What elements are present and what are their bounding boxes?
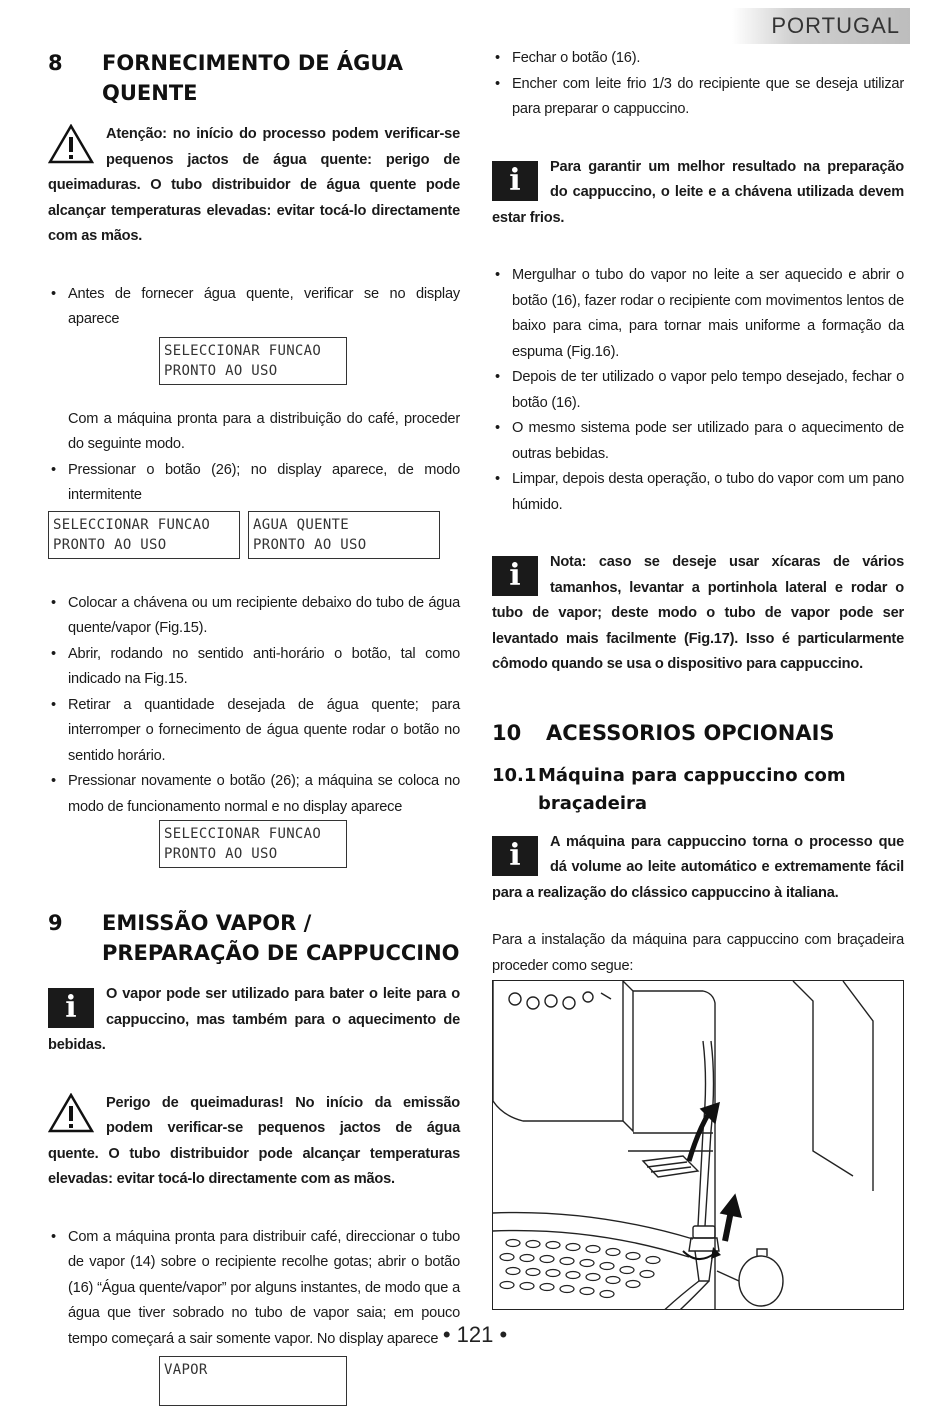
- note-text: Nota: caso se deseje usar xícaras de vários tamanhos, levantar a portinhola lateral e rodar o tubo de vapor; deste modo o tubo de vapor pode ser levantado mais facilmente (Fig.17). Isso é particularmente cômodo quando se usa o dispositivo para cappuccino.: [492, 554, 904, 672]
- subsection-number: 10.1: [492, 764, 537, 786]
- section-title: FORNECIMENTO DE ÁGUA QUENTE: [102, 51, 404, 105]
- display-line: PRONTO AO USO: [253, 536, 367, 553]
- section-8-heading: [48, 48, 460, 108]
- info-text: Para garantir um melhor resultado na preparação do cappuccino, o leite e a chávena utilizada devem estar frios.: [492, 158, 904, 226]
- section-title: ACESSORIOS OPCIONAIS: [546, 720, 835, 745]
- warning-text: Atenção: no início do processo podem verificar-se pequenos jactos de água quente: perigo de queimaduras. O tubo distribuidor de água quente pode alcançar temperaturas elevadas: evitar tocá-lo directamente com as mãos.: [48, 126, 460, 244]
- subsection-heading: [492, 762, 904, 818]
- info-text: A máquina para cappuccino torna o processo que dá volume ao leite automático e extremamente fácil para a realização do clássico cappuccino à italiana.: [492, 833, 904, 901]
- info-note: [48, 982, 460, 1059]
- subsection-title: Máquina para cappuccino com braçadeira: [538, 764, 846, 814]
- section-title: EMISSÃO VAPOR / PREPARAÇÃO DE CAPPUCCINO: [102, 911, 460, 965]
- info-note: [492, 155, 904, 232]
- section-number: 10: [492, 720, 522, 745]
- list-item: • Retirar a quantidade desejada de água quente; para interromper o fornecimento de água quente rodar o botão no sentido horário.: [48, 693, 460, 770]
- display-panel: [159, 337, 347, 385]
- display-panel: [48, 511, 240, 559]
- bullet-list: [48, 282, 460, 333]
- steam-tube-illustration: [492, 980, 904, 1310]
- info-icon: i: [492, 836, 538, 876]
- warning-triangle-icon: [48, 124, 94, 164]
- warning-note: [48, 122, 460, 250]
- right-column: [492, 46, 904, 1056]
- section-number: 8: [48, 51, 63, 75]
- machine-drawing: [493, 981, 903, 1309]
- warning-triangle-icon: [48, 1093, 94, 1133]
- display-line: SELECCIONAR FUNCAO: [164, 342, 322, 359]
- info-icon: i: [492, 556, 538, 596]
- display-line: PRONTO AO USO: [53, 536, 167, 553]
- display-line: PRONTO AO USO: [164, 846, 278, 862]
- display-pair: [48, 511, 460, 559]
- display-panel: [159, 1356, 347, 1406]
- section-9-heading: [48, 908, 460, 968]
- display-line: AGUA QUENTE: [253, 516, 350, 533]
- paragraph: Para a instalação da máquina para cappuccino com braçadeira proceder como segue:: [492, 932, 904, 974]
- bullet-list: [48, 591, 460, 821]
- display-panel: [159, 820, 347, 868]
- display-line: SELECCIONAR FUNCAO: [53, 516, 211, 533]
- paragraph: Com a máquina pronta para a distribuição do café, proceder do seguinte modo.: [68, 410, 460, 452]
- list-item: • Mergulhar o tubo do vapor no leite a ser aquecido e abrir o botão (16), fazer rodar o recipiente com movimentos lentos de baixo para cima, para tornar mais uniforme a formação da espuma (Fig.16).: [492, 263, 904, 365]
- display-line: VAPOR: [164, 1362, 208, 1378]
- list-item: • Colocar a chávena ou um recipiente debaixo do tubo de água quente/vapor (Fig.15).: [48, 591, 460, 642]
- info-text: O vapor pode ser utilizado para bater o leite para o cappuccino, mas também para o aquecimento de bebidas.: [48, 986, 460, 1053]
- list-item: • Abrir, rodando no sentido anti-horário o botão, tal como indicado na Fig.15.: [48, 642, 460, 693]
- section-number: 9: [48, 911, 63, 935]
- bullet-list: [492, 46, 904, 123]
- bullet-list: [48, 458, 460, 509]
- language-label: PORTUGAL: [771, 13, 900, 38]
- list-item: • Antes de fornecer água quente, verificar se no display aparece: [48, 282, 460, 333]
- info-note: [492, 830, 904, 907]
- list-item: • Limpar, depois desta operação, o tubo do vapor com um pano húmido.: [492, 467, 904, 518]
- list-item: • Com a máquina pronta para distribuir café, direccionar o tubo de vapor (14) sobre o recipiente recolhe gotas; abrir o botão (16) “Água quente/vapor” por alguns instantes, de modo que a água que tiver sobrado no tubo de vapor saia; em pouco tempo começará a sair somente vapor. No display aparece: [48, 1225, 460, 1353]
- list-item: • Depois de ter utilizado o vapor pelo tempo desejado, fechar o botão (16).: [492, 365, 904, 416]
- page-number: • 121 •: [442, 1322, 508, 1347]
- warning-text: Perigo de queimaduras! No início da emissão podem verificar-se pequenos jactos de água quente. O tubo distribuidor pode alcançar temperaturas elevadas: evitar tocá-lo directamente com as mãos.: [48, 1094, 460, 1187]
- display-line: PRONTO AO USO: [164, 362, 278, 379]
- section-10-heading: [492, 718, 904, 748]
- warning-note: [48, 1091, 460, 1193]
- language-tab: [732, 8, 910, 44]
- list-item: • Pressionar novamente o botão (26); a máquina se coloca no modo de funcionamento normal e no display aparece: [48, 769, 460, 820]
- display-line: SELECCIONAR FUNCAO: [164, 826, 322, 842]
- list-item: • Fechar o botão (16).: [492, 46, 904, 72]
- info-icon: i: [48, 988, 94, 1028]
- left-column: [48, 40, 460, 1406]
- list-item: • Pressionar o botão (26); no display aparece, de modo intermitente: [48, 458, 460, 509]
- info-icon: i: [492, 161, 538, 201]
- display-panel: [248, 511, 440, 559]
- list-item: • O mesmo sistema pode ser utilizado para o aquecimento de outras bebidas.: [492, 416, 904, 467]
- bullet-list: [492, 263, 904, 518]
- info-note: [492, 550, 904, 678]
- list-item: • Encher com leite frio 1/3 do recipiente que se deseja utilizar para preparar o cappuccino.: [492, 72, 904, 123]
